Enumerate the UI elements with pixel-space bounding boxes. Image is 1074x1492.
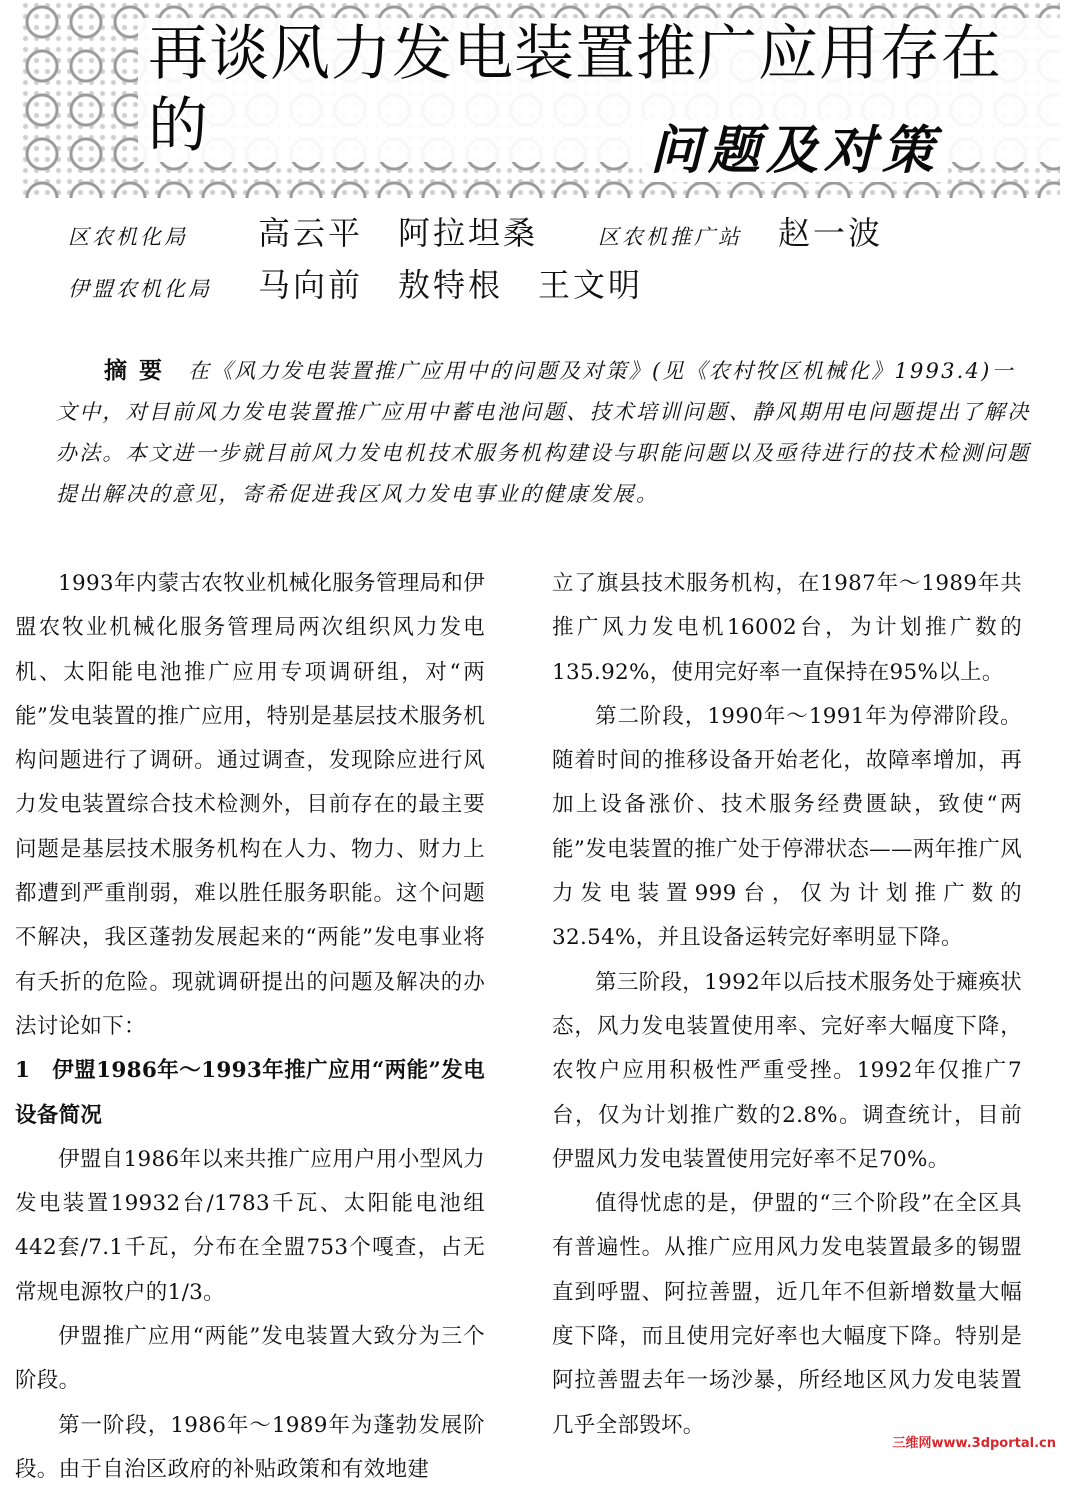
paragraph: 第一阶段，1986年～1989年为蓬勃发展阶段。由于自治区政府的补贴政策和有效地建 bbox=[15, 1412, 485, 1482]
left-column bbox=[15, 562, 485, 1492]
author-names: 赵一波 bbox=[778, 214, 884, 252]
title-line-1: 再谈风力发电装置推广应用存在的 bbox=[138, 18, 1060, 162]
right-column bbox=[552, 562, 1022, 1448]
author-org: 区农机化局 bbox=[68, 225, 188, 249]
abstract-text: 在《风力发电装置推广应用中的问题及对策》(见《农村牧区机械化》1993.4)一文中，对目前风力发电装置推广应用中蓄电池问题、技术培训问题、静风期用电问题提出了解决办法。本文进一步就目前风力发电机技术服务机构建设与职能问题以及亟待进行的技术检测问题提出解决的意见，寄希促进我区风力发电事业的健康发展。 bbox=[56, 359, 1031, 506]
paragraph: 1993年内蒙古农牧业机械化服务管理局和伊盟农牧业机械化服务管理局两次组织风力发电机、太阳能电池推广应用专项调研组，对“两能”发电装置的推广应用，特别是基层技术服务机构问题进行了调研。通过调查，发现除应进行风力发电装置综合技术检测外，目前存在的最主要问题是基层技术服务机构在人力、物力、财力上都遭到严重削弱，难以胜任服务职能。这个问题不解决，我区蓬勃发展起来的“两能”发电事业将有夭折的危险。现就调研提出的问题及解决的办法讨论如下： bbox=[15, 571, 485, 1039]
author-row bbox=[68, 260, 1048, 312]
abstract-label: 摘要 bbox=[104, 357, 174, 384]
watermark: 三维网www.3dportal.cn bbox=[892, 1436, 1056, 1451]
authors-block bbox=[68, 208, 1048, 312]
paragraph: 第三阶段，1992年以后技术服务处于瘫痪状态，风力发电装置使用率、完好率大幅度下降，农牧户应用积极性严重受挫。1992年仅推广7台，仅为计划推广数的2.8%。调查统计，目前伊盟风力发电装置使用完好率不足70%。 bbox=[552, 969, 1022, 1172]
paragraph: 伊盟自1986年以来共推广应用户用小型风力发电装置19932台/1783千瓦、太阳能电池组442套/7.1千瓦，分布在全盟753个嘎查，占无常规电源牧户的1/3。 bbox=[15, 1146, 485, 1305]
author-org: 伊盟农机化局 bbox=[68, 277, 212, 301]
paragraph: 值得忧虑的是，伊盟的“三个阶段”在全区具有普遍性。从推广应用风力发电装置最多的锡盟直到呼盟、阿拉善盟，近几年不但新增数量大幅度下降，而且使用完好率也大幅度下降。特别是阿拉善盟去年一场沙暴，所经地区风力发电装置几乎全部毁坏。 bbox=[552, 1191, 1022, 1438]
title-line-2: 问题及对策 bbox=[642, 120, 948, 182]
abstract bbox=[56, 350, 1036, 515]
author-names: 马向前 敖特根 王文明 bbox=[258, 266, 644, 304]
paragraph: 立了旗县技术服务机构，在1987年～1989年共推广风力发电机16002台，为计划推广数的135.92%，使用完好率一直保持在95%以上。 bbox=[552, 571, 1022, 685]
title-banner bbox=[20, 0, 1060, 198]
paragraph: 伊盟推广应用“两能”发电装置大致分为三个阶段。 bbox=[15, 1324, 485, 1394]
section-heading: 1 伊盟1986年～1993年推广应用“两能”发电设备简况 bbox=[15, 1058, 485, 1128]
author-names: 高云平 阿拉坦桑 bbox=[258, 214, 539, 252]
paragraph: 第二阶段，1990年～1991年为停滞阶段。随着时间的推移设备开始老化，故障率增加，再加上设备涨价、技术服务经费匮缺，致使“两能”发电装置的推广处于停滞状态——两年推广风力发电装置999台，仅为计划推广数的32.54%，并且设备运转完好率明显下降。 bbox=[552, 703, 1022, 951]
author-org: 区农机推广站 bbox=[598, 225, 742, 249]
author-row bbox=[68, 208, 1048, 260]
